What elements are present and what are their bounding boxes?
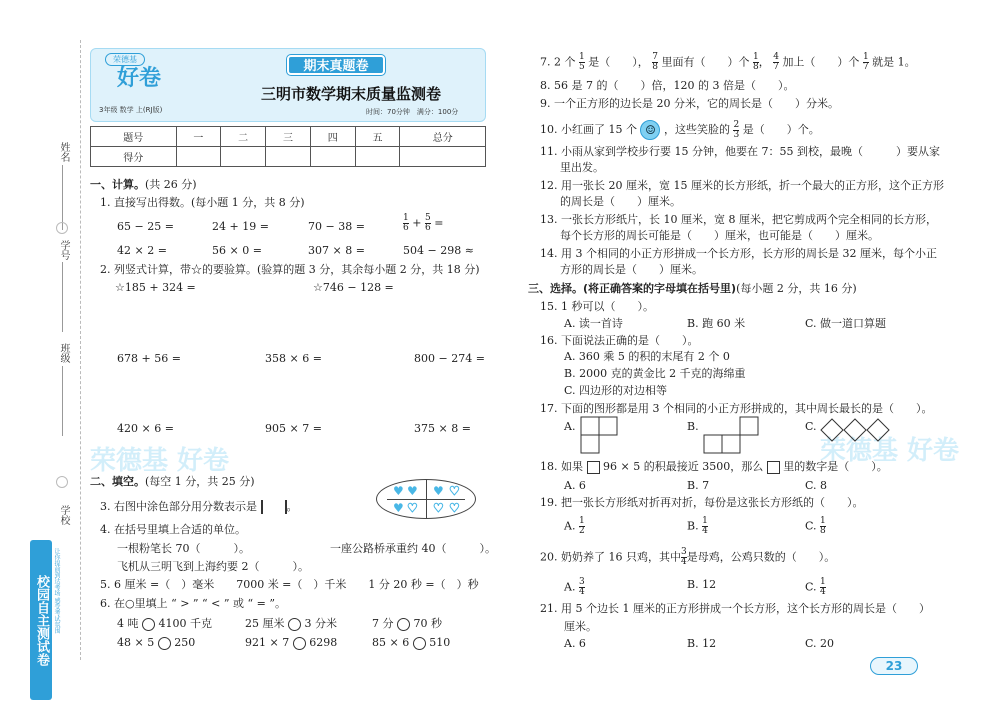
section-1-title: 一、计算。(共 26 分)	[90, 178, 197, 191]
table-cell: 题号	[91, 127, 177, 147]
option[interactable]: C. $\frac{1}{4}$	[805, 577, 826, 597]
question-6: 6. 在○里填上 “ > ” “ < ” 或 “ = ”。	[100, 597, 286, 610]
option[interactable]: C. 8	[805, 479, 828, 492]
fill-item: 一根粉笔长 70（ ）。	[117, 542, 250, 555]
shape-c-figure	[820, 418, 900, 442]
cut-line	[80, 40, 81, 660]
question-10: 10. 小红画了 15 个 ☺ ，这些笑脸的 $\frac{2}{3}$ 是（ ）个。	[540, 119, 820, 140]
option[interactable]: B. 7	[687, 479, 710, 492]
table-cell: 二	[221, 127, 266, 147]
table-cell: 四	[310, 127, 355, 147]
question-16: 16. 下面说法正确的是（ ）。	[540, 334, 699, 347]
id-label: 学号	[58, 240, 69, 260]
class-label: 班级	[58, 343, 69, 363]
option[interactable]: A. 360 乘 5 的积的末尾有 2 个 0	[564, 350, 730, 363]
section-3-title: 三、选择。(将正确答案的字母填在括号里)(每小题 2 分，共 16 分)	[528, 282, 857, 295]
question-19: 19. 把一张长方形纸对折再对折，每份是这张长方形纸的（ ）。	[540, 496, 864, 509]
exam-info: 时间：70分钟 满分：100分	[366, 108, 459, 116]
hole-circle	[56, 476, 68, 488]
table-cell: 五	[355, 127, 400, 147]
compare-item: 921 × 7 6298	[245, 636, 338, 649]
table-cell: 得分	[91, 147, 177, 167]
side-subtitle: 让你提前到达考场 感受考试氛围	[53, 548, 60, 634]
compare-item: 25 厘米 3 分米	[245, 617, 337, 630]
school-label: 学校	[58, 505, 69, 525]
question-21: 21. 用 5 个边长 1 厘米的正方形拼成一个长方形，这个长方形的周长是（ ）	[540, 602, 930, 615]
compare-item: 85 × 6 510	[372, 636, 451, 649]
hearts-figure: ♥ ♥ ♥ ♥ ♥ ♥ ♥ ♥	[376, 479, 476, 519]
binding-margin	[0, 0, 85, 711]
class-line	[62, 366, 63, 436]
score-input[interactable]	[176, 147, 221, 167]
vertical-calc: ☆185 + 324 =	[115, 281, 196, 294]
question-5: 5. 6 厘米 =（ ）毫米 7000 米 =（ ）千米 1 分 20 秒 =（ ）秒	[100, 578, 479, 591]
calc-item-fraction: $\frac{1}{6}$ + $\frac{5}{6}$ =	[403, 213, 444, 233]
calc-item: 504 − 298 ≈	[403, 244, 474, 257]
question-14-cont: 方形的周长是（ ）厘米。	[560, 263, 703, 276]
option[interactable]: B. 12	[687, 637, 717, 650]
score-input[interactable]	[266, 147, 311, 167]
compare-item: 7 分 70 秒	[372, 617, 442, 630]
page-title: 三明市数学期末质量监测卷	[260, 85, 441, 103]
fill-item: 飞机从三明飞到上海约要 2（ ）。	[117, 560, 309, 573]
question-2: 2. 列竖式计算，带☆的要验算。(验算的题 3 分，其余每小题 2 分，共 18 分)	[100, 263, 480, 276]
page-number: 23	[870, 657, 918, 675]
brand-logo: 荣德基 好卷	[99, 53, 177, 103]
name-line	[62, 165, 63, 230]
vertical-calc: 800 − 274 =	[414, 352, 485, 365]
compare-item: 48 × 5 250	[117, 636, 196, 649]
shape-b-figure	[703, 416, 761, 456]
compare-item: 4 吨 4100 千克	[117, 617, 212, 630]
question-13: 13. 一张长方形纸片，长 10 厘米，宽 8 厘米，把它剪成两个完全相同的长方形，	[540, 213, 937, 226]
side-title: 校园自主测试卷	[30, 540, 52, 700]
option[interactable]: A. $\frac{1}{2}$	[564, 516, 585, 536]
question-20: 20. 奶奶养了 16 只鸡，其中 $\frac{3}{4}$ 是母鸡，公鸡只数的（ ）。	[540, 547, 836, 567]
calc-item: 70 − 38 =	[308, 220, 365, 233]
option[interactable]: C. $\frac{1}{8}$	[805, 516, 826, 536]
score-table	[90, 126, 486, 167]
watermark: 荣德基 好卷	[90, 446, 230, 476]
table-row	[91, 127, 486, 147]
question-14: 14. 用 3 个相同的小正方形拼成一个长方形，长方形的周长是 32 厘米，每个小正	[540, 247, 937, 260]
calc-item: 65 − 25 =	[117, 220, 174, 233]
question-13-cont: 每个长方形的周长可能是（ ）厘米，也可能是（ ）厘米。	[560, 229, 879, 242]
table-cell: 三	[266, 127, 311, 147]
grade-label: 3年级 数学 上(RJ版)	[99, 106, 163, 114]
option[interactable]: C. 20	[805, 637, 835, 650]
question-1: 1. 直接写出得数。(每小题 1 分，共 8 分)	[100, 196, 305, 209]
vertical-calc: 358 × 6 =	[265, 352, 322, 365]
score-input[interactable]	[221, 147, 266, 167]
question-21-cont: 厘米。	[564, 620, 597, 633]
name-label: 姓名	[58, 142, 69, 162]
option[interactable]: B. 跑 60 米	[687, 317, 746, 330]
question-3: 3. 右图中涂色部分用分数表示是 。	[100, 500, 298, 513]
option[interactable]: C.	[805, 420, 817, 433]
vertical-calc: ☆746 − 128 =	[313, 281, 394, 294]
question-4: 4. 在括号里填上合适的单位。	[100, 523, 246, 536]
question-12-cont: 的周长是（ ）厘米。	[560, 195, 681, 208]
option[interactable]: A. 6	[564, 637, 586, 650]
calc-item: 42 × 2 =	[117, 244, 167, 257]
table-row	[91, 147, 486, 167]
fill-item: 一座公路桥承重约 40（ ）。	[330, 542, 496, 555]
option[interactable]: C. 四边形的对边相等	[564, 384, 668, 397]
option[interactable]: B. 2000 克的黄金比 2 千克的海绵重	[564, 367, 746, 380]
option[interactable]: A. $\frac{3}{4}$	[564, 577, 585, 597]
question-9: 9. 一个正方形的边长是 20 分米，它的周长是（ ）分米。	[540, 97, 839, 110]
score-input[interactable]	[400, 147, 486, 167]
exam-header	[90, 48, 486, 122]
shape-a-figure	[580, 416, 620, 456]
question-11: 11. 小雨从家到学校步行要 15 分钟，他要在 7：55 到校，最晚（ ）要从家	[540, 145, 940, 158]
calc-item: 56 × 0 =	[212, 244, 262, 257]
smiley-icon: ☺	[640, 120, 660, 140]
vertical-calc: 678 + 56 =	[117, 352, 181, 365]
hole-circle	[56, 222, 68, 234]
calc-item: 307 × 8 =	[308, 244, 365, 257]
section-2-title: 二、填空。(每空 1 分，共 25 分)	[90, 475, 255, 488]
watermark: 荣德基 好卷	[820, 436, 960, 466]
table-cell: 一	[176, 127, 221, 147]
table-cell: 总分	[400, 127, 486, 147]
question-12: 12. 用一张长 20 厘米，宽 15 厘米的长方形纸，折一个最大的正方形，这个正方形	[540, 179, 944, 192]
vertical-calc: 375 × 8 =	[414, 422, 471, 435]
question-8: 8. 56 是 7 的（ ）倍，120 的 3 倍是（ ）。	[540, 79, 795, 92]
id-line	[62, 262, 63, 332]
score-input[interactable]	[310, 147, 355, 167]
question-17: 17. 下面的图形都是用 3 个相同的小正方形拼成的，其中周长最长的是（ ）。	[540, 402, 933, 415]
exam-tag: 期末真题卷	[287, 55, 385, 75]
question-18: 18. 如果 96 × 5 的积最接近 3500，那么 里的数字是（ ）。	[540, 460, 888, 473]
option[interactable]: A. 读一首诗	[564, 317, 623, 330]
option[interactable]: A. 6	[564, 479, 586, 492]
option[interactable]: A.	[564, 420, 576, 433]
vertical-calc: 420 × 6 =	[117, 422, 174, 435]
option[interactable]: B. $\frac{1}{4}$	[687, 516, 708, 536]
question-11-cont: 里出发。	[560, 161, 604, 174]
option[interactable]: B.	[687, 420, 699, 433]
question-15: 15. 1 秒可以（ ）。	[540, 300, 654, 313]
score-input[interactable]	[355, 147, 400, 167]
question-7: 7. 2 个 $\frac{1}{5}$ 是（ ）， $\frac{7}{8}$ 里面有（ ）个 $\frac{1}{8}$ ， $\frac{4}{7}$ 加上（ ）个 $\frac{1}{7}$ 就是 1。	[540, 52, 916, 72]
option[interactable]: C. 做一道口算题	[805, 317, 887, 330]
vertical-calc: 905 × 7 =	[265, 422, 322, 435]
option[interactable]: B. 12	[687, 578, 717, 591]
calc-item: 24 + 19 =	[212, 220, 269, 233]
